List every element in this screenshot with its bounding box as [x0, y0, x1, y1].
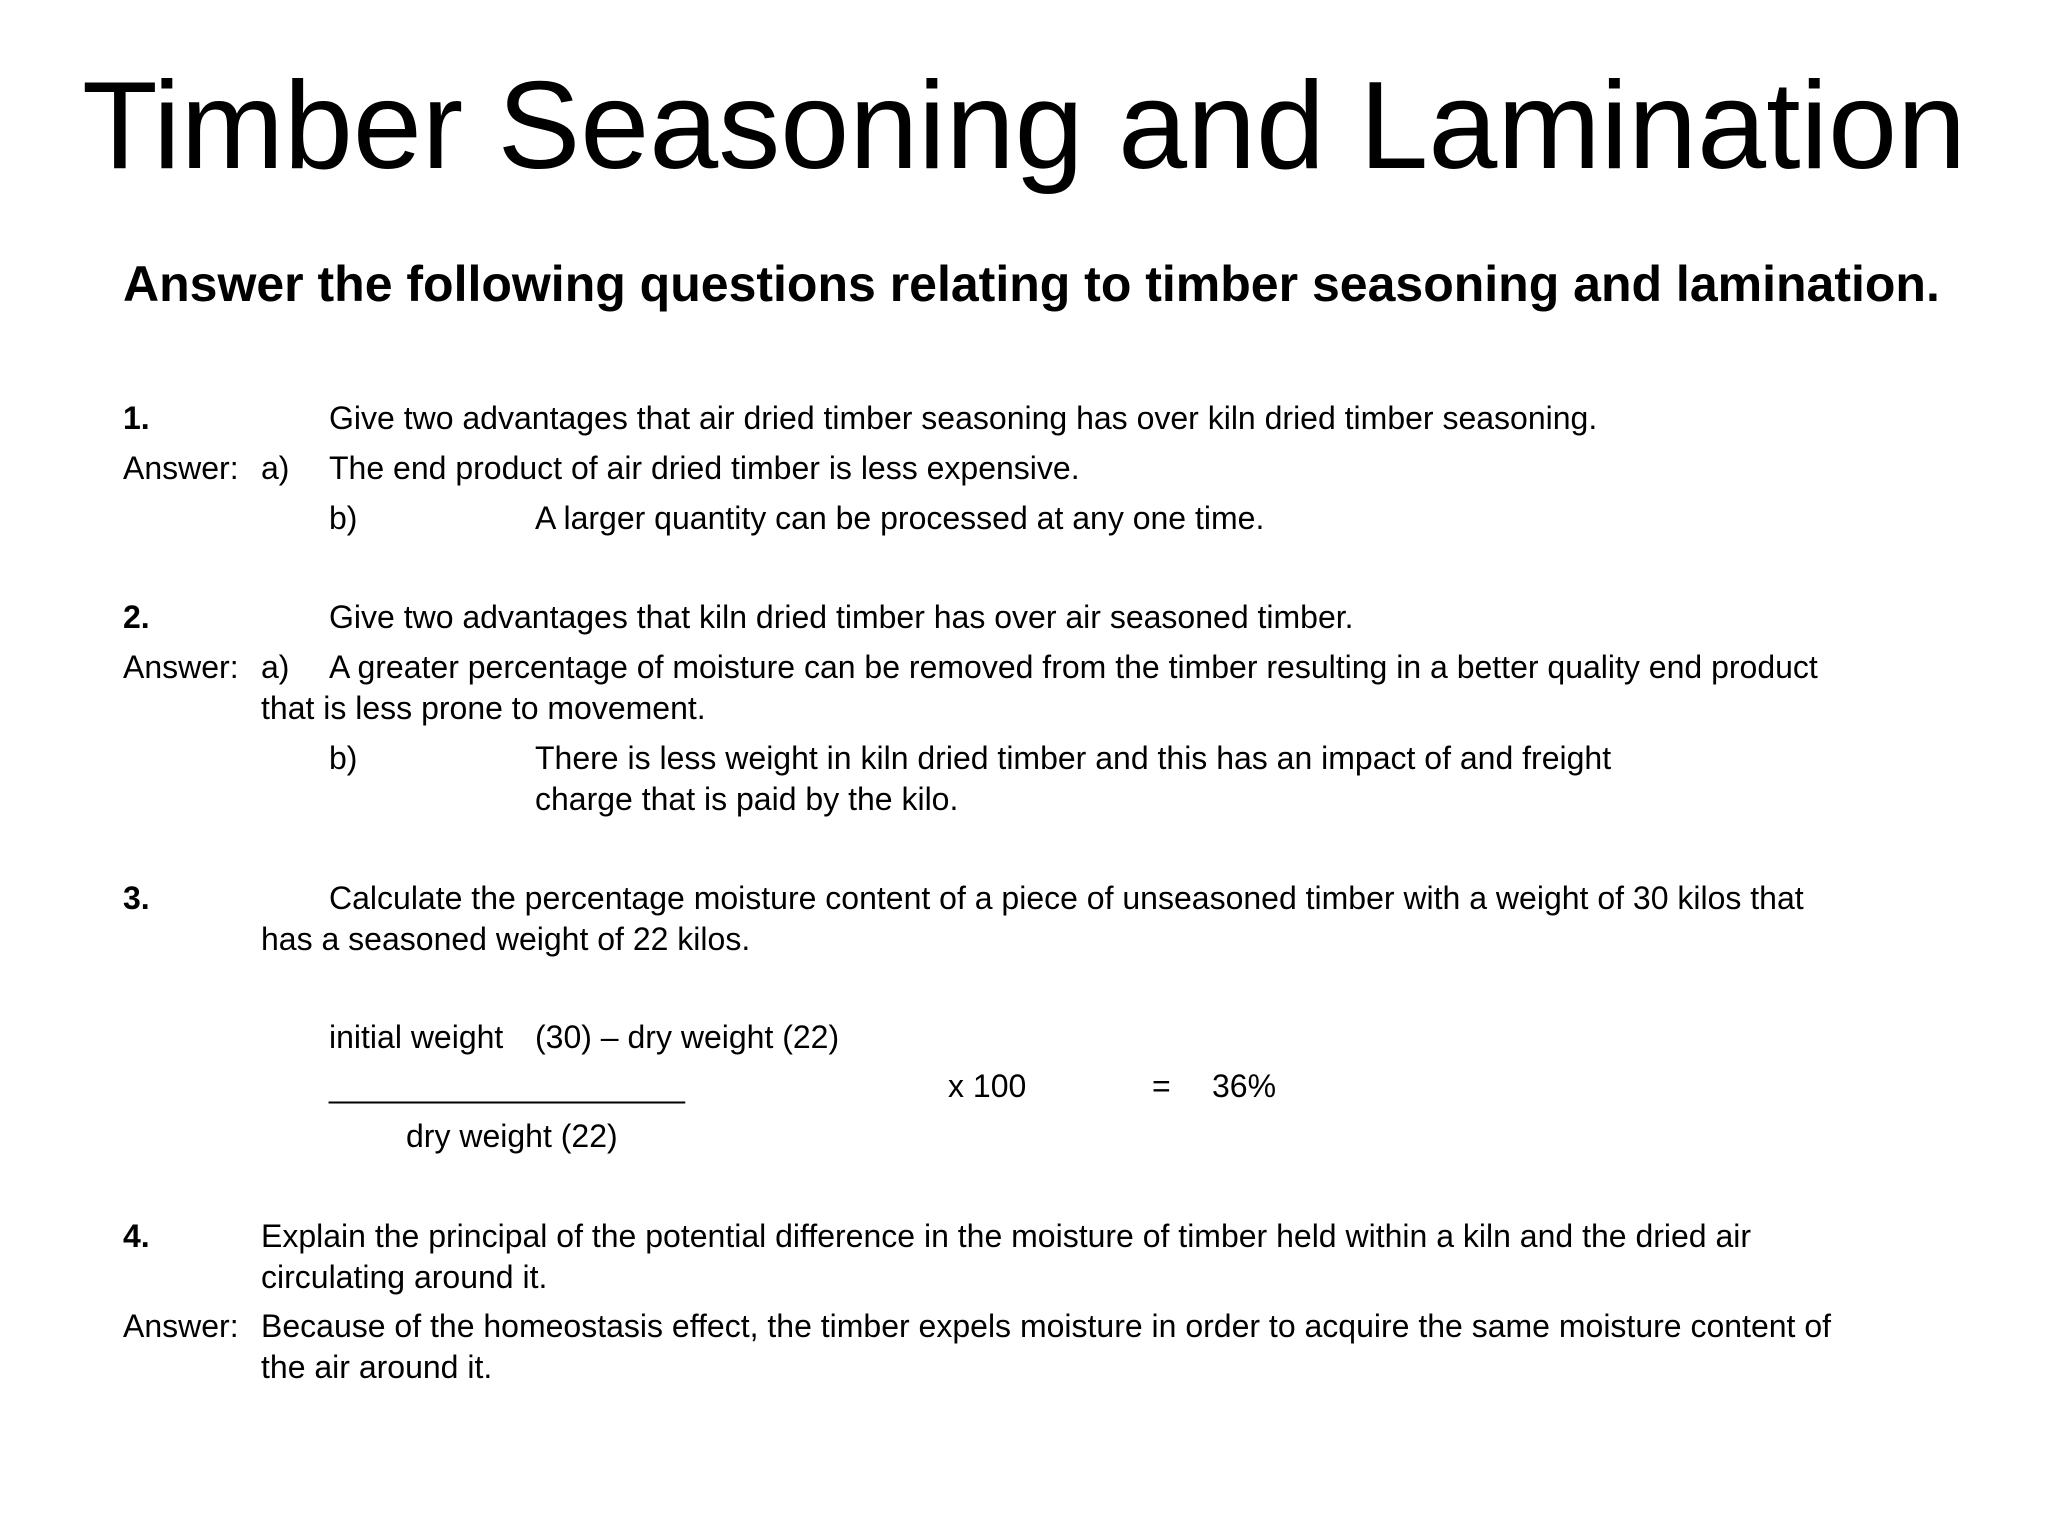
- question-2-answer-a-marker: a): [261, 649, 290, 685]
- question-1-answer-b-marker: b): [329, 500, 358, 536]
- question-2-answer-label: Answer:: [123, 649, 239, 685]
- formula-denominator: dry weight (22): [406, 1118, 618, 1154]
- page-title: Timber Seasoning and Lamination: [81, 57, 1967, 195]
- question-4-answer-line-1: Because of the homeostasis effect, the timber expels moisture in order to acquire the same moisture content of: [261, 1308, 1831, 1344]
- question-4-text-line-1: Explain the principal of the potential difference in the moisture of timber held within a kiln and the dried air: [261, 1218, 1752, 1254]
- question-2-answer-b-line-1: There is less weight in kiln dried timber and this has an impact of and freight: [535, 740, 1612, 776]
- formula-result: 36%: [1212, 1068, 1277, 1104]
- question-1-answer-b-text: A larger quantity can be processed at any one time.: [535, 500, 1265, 536]
- formula-multiplier: x 100: [948, 1068, 1027, 1104]
- question-4-answer-line-2: the air around it.: [261, 1349, 493, 1385]
- question-2-answer-b-line-2: charge that is paid by the kilo.: [535, 781, 959, 817]
- question-2-answer-b-marker: b): [329, 740, 358, 776]
- question-1-answer-a-marker: a): [261, 450, 290, 486]
- question-2-answer-a-line-1: A greater percentage of moisture can be removed from the timber resulting in a better quality end product: [329, 649, 1818, 685]
- question-3-number: 3.: [123, 880, 150, 916]
- instructions-heading: Answer the following questions relating to timber seasoning and lamination.: [123, 256, 1940, 312]
- question-2-answer-a-line-2: that is less prone to movement.: [261, 690, 706, 726]
- formula-fraction-bar: ____________________: [329, 1068, 685, 1104]
- question-4-text-line-2: circulating around it.: [261, 1259, 548, 1295]
- question-3-text-line-1: Calculate the percentage moisture content of a piece of unseasoned timber with a weight of 30 kilos that: [329, 880, 1804, 916]
- question-1-text: Give two advantages that air dried timber seasoning has over kiln dried timber seasoning.: [329, 400, 1598, 436]
- question-2-text: Give two advantages that kiln dried timber has over air seasoned timber.: [329, 599, 1354, 635]
- question-2-number: 2.: [123, 599, 150, 635]
- question-1-answer-label: Answer:: [123, 450, 239, 486]
- question-1-number: 1.: [123, 400, 150, 436]
- question-4-answer-label: Answer:: [123, 1308, 239, 1344]
- question-1-answer-a-text: The end product of air dried timber is less expensive.: [329, 450, 1080, 486]
- formula-numerator-values: (30) – dry weight (22): [535, 1019, 840, 1055]
- formula-equals: =: [1152, 1068, 1171, 1104]
- question-3-text-line-2: has a seasoned weight of 22 kilos.: [261, 921, 751, 957]
- formula-numerator-label: initial weight: [329, 1019, 504, 1055]
- question-4-number: 4.: [123, 1218, 150, 1254]
